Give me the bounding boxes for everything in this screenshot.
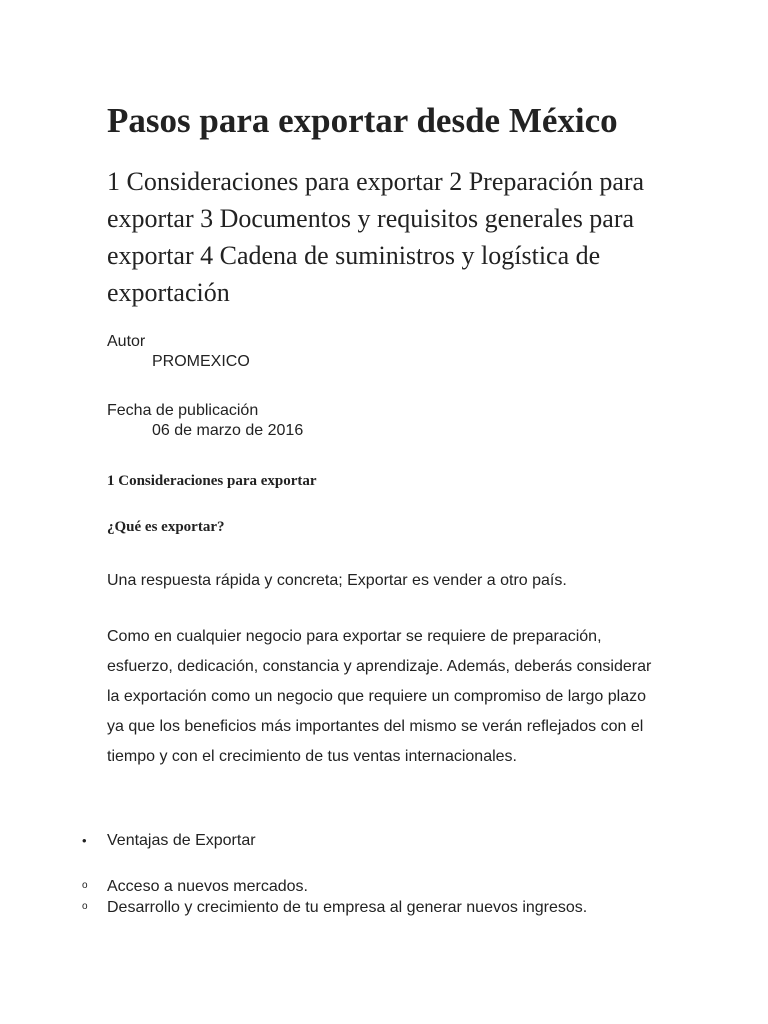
date-label: Fecha de publicación xyxy=(107,402,259,419)
page-title: Pasos para exportar desde México xyxy=(107,101,618,140)
section-heading: 1 Consideraciones para exportar xyxy=(107,473,317,489)
sub-list-item xyxy=(82,877,308,897)
sub-list-item-text: Desarrollo y crecimiento de tu empresa al generar nuevos ingresos. xyxy=(107,899,588,917)
date-value: 06 de marzo de 2016 xyxy=(152,422,304,439)
table-of-contents: 1 Consideraciones para exportar 2 Preparación para exportar 3 Documentos y requisitos generales para exportar 4 Cadena de suministros y logística de exportación xyxy=(107,167,645,307)
list-item-text: Ventajas de Exportar xyxy=(107,832,256,849)
author-value: PROMEXICO xyxy=(152,353,250,370)
subheading: ¿Qué es exportar? xyxy=(107,519,225,535)
sub-bullet-marker: o xyxy=(82,901,88,912)
sub-bullet-marker: o xyxy=(82,880,88,891)
bullet-marker: • xyxy=(82,833,87,848)
paragraph-body: Como en cualquier negocio para exportar se requiere de preparación, esfuerzo, dedicación, constancia y aprendizaje. Además, deberás considerar la exportación como un negocio que requiere un compromiso de largo plazo ya que los beneficios más importantes del mismo se verán reflejados con el tiempo y con el crecimiento de tus ventas internacionales. xyxy=(107,628,652,765)
sub-list-item xyxy=(82,898,587,918)
paragraph-intro: Una respuesta rápida y concreta; Exportar es vender a otro país. xyxy=(107,572,567,589)
list-item xyxy=(82,831,256,851)
author-label: Autor xyxy=(107,333,146,350)
sub-list-item-text: Acceso a nuevos mercados. xyxy=(107,878,308,896)
